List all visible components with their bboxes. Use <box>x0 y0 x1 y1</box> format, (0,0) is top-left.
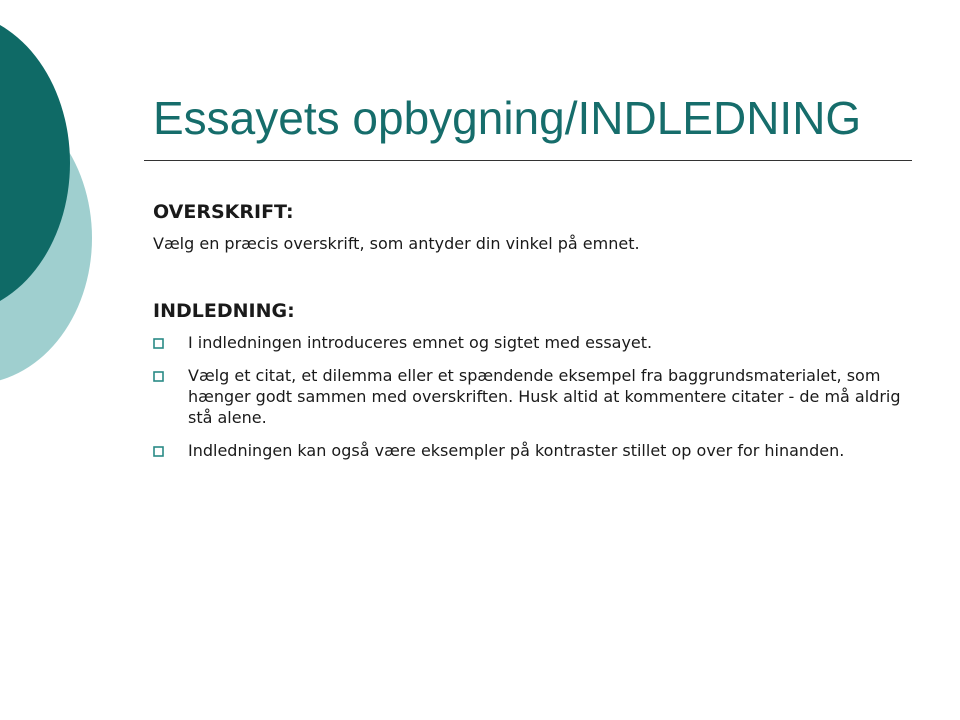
list-item-text: I indledningen introduceres emnet og sigtet med essayet. <box>188 333 653 352</box>
list-item-text: Indledningen kan også være eksempler på kontraster stillet op over for hinanden. <box>188 441 845 460</box>
list-item <box>153 365 923 428</box>
hollow-square-bullet-icon <box>153 338 164 349</box>
hollow-square-bullet-icon <box>153 446 164 457</box>
section-text-overskrift: Vælg en præcis overskrift, som antyder din vinkel på emnet. <box>153 234 640 253</box>
slide-content <box>153 197 923 473</box>
title-divider <box>144 160 912 161</box>
section-heading-overskrift: OVERSKRIFT: <box>153 201 294 223</box>
bullet-list <box>153 332 923 461</box>
section-heading-indledning: INDLEDNING: <box>153 300 295 322</box>
list-item <box>153 332 923 353</box>
list-item-text: Vælg et citat, et dilemma eller et spændende eksempel fra baggrundsmaterialet, som hænger godt sammen med overskriften. Husk altid at kommentere citater - de må aldrig stå alene. <box>188 366 901 427</box>
hollow-square-bullet-icon <box>153 371 164 382</box>
list-item <box>153 440 923 461</box>
slide-title: Essayets opbygning/INDLEDNING <box>153 92 862 144</box>
